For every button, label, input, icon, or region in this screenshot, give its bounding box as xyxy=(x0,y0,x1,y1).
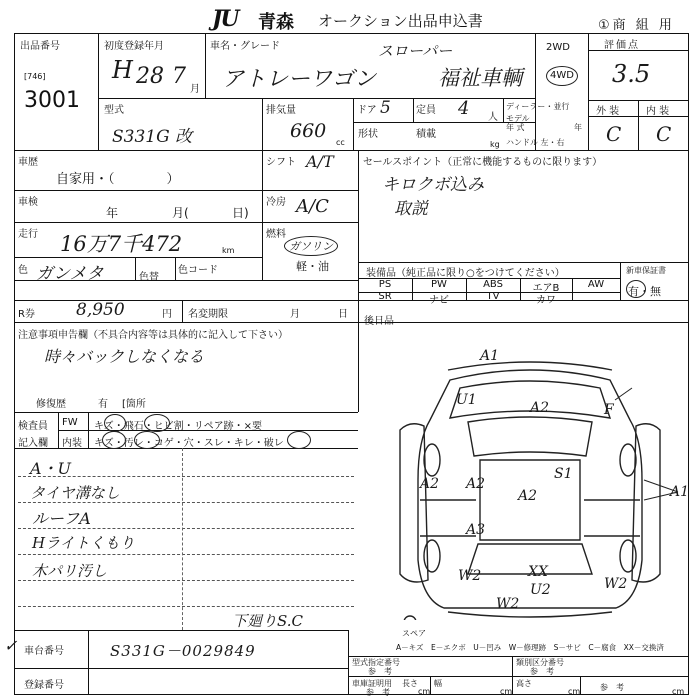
interior-label: 内 装 xyxy=(646,106,670,117)
warranty-options: 有・無 xyxy=(628,285,661,298)
recycle-label: R券 xyxy=(18,309,35,320)
capacity-value: 4 xyxy=(458,98,470,119)
color-code-label: 色コード xyxy=(178,265,218,276)
color-value: ガンメタ xyxy=(36,264,104,284)
fw-circle-1 xyxy=(104,414,126,432)
aircon-label: 冷房 xyxy=(266,197,286,208)
shape-label: 形状 xyxy=(358,129,378,140)
handle-label: ハンドル 左・右 xyxy=(506,138,565,147)
selling-points-label: セールスポイント（正常に機能するものに限ります） xyxy=(363,157,603,168)
inspector-label: 検査員 xyxy=(18,421,48,432)
repair-history-value: 有 xyxy=(98,399,108,410)
color-label: 色 xyxy=(18,265,28,276)
fuel-label: 燃料 xyxy=(266,229,286,240)
inspection-year: 年 xyxy=(106,206,119,220)
note-line-5: 木パリ汚し xyxy=(32,562,108,580)
equip-airbag: エアB xyxy=(532,283,560,294)
damage-mark-a2-hood: A2 xyxy=(530,400,550,416)
model-label: 型式 xyxy=(104,105,124,116)
equip-abs: ABS xyxy=(483,279,503,290)
color-change-label: 色替 xyxy=(139,272,159,283)
mileage-label: 走行 xyxy=(18,229,38,240)
footer-class-ref: 参 考 xyxy=(530,667,554,676)
equip-sr: SR xyxy=(378,291,392,302)
equip-aw: AW xyxy=(587,279,605,290)
evaluation-label: 評価点 xyxy=(604,40,640,51)
fw-items: キズ・飛石・ヒビ割・リペア跡・×要 xyxy=(94,421,262,432)
damage-mark-f: F xyxy=(604,402,614,418)
fuel-gasoline-circled: ガソリン xyxy=(284,236,338,256)
footer-class-number: 類別区分番号 xyxy=(516,658,564,667)
footer-height-unit: cm xyxy=(568,687,581,696)
cargo-unit: kg xyxy=(490,140,500,149)
footer-ref-unit: cm xyxy=(672,687,685,696)
int-circle-2 xyxy=(134,431,160,449)
selling-point-2: 取説 xyxy=(394,199,428,219)
damage-legend: A－キズ E－エクボ U－凹み W－修理跡 S－サビ C－腐食 XX－交換済 xyxy=(396,643,664,652)
equip-navi: ナビ xyxy=(429,295,449,306)
checkmark: ✓ xyxy=(4,636,18,655)
damage-mark-a3: A3 xyxy=(466,522,486,538)
form-title: オークション出品申込書 xyxy=(318,12,483,30)
damage-mark-u2: U2 xyxy=(530,582,551,598)
recycle-value: 8,950 xyxy=(76,300,125,320)
footer-ref: 参 考 xyxy=(600,683,624,692)
damage-mark-a1-right: A1 xyxy=(670,484,690,500)
inspection-month: 月( xyxy=(172,206,189,220)
equip-pw: PW xyxy=(431,279,447,290)
registration-label: 登録番号 xyxy=(24,680,64,691)
int-circle-1 xyxy=(102,431,126,449)
lot-number: 3001 xyxy=(24,88,80,113)
displacement-value: 660 xyxy=(290,120,327,142)
equipment-label: 装備品（純正品に限り○をつけてください） xyxy=(366,268,565,279)
note-line-3: ルーフA xyxy=(32,509,91,528)
chassis-label: 車台番号 xyxy=(24,646,64,657)
inspection-day: 日) xyxy=(232,206,249,220)
history-label: 車歴 xyxy=(18,157,38,168)
name-change-label: 名変期限 xyxy=(188,309,228,320)
displacement-unit: cc xyxy=(336,138,345,147)
first-reg-label: 初度登録年月 xyxy=(104,41,164,52)
interior-items-label: 内装 xyxy=(62,438,82,449)
equip-leather: カワ xyxy=(536,295,556,306)
model-value: S331G 改 xyxy=(112,127,193,147)
model-year-label: モデル 年 式 xyxy=(506,114,530,132)
damage-mark-s1: S1 xyxy=(554,466,573,482)
name-change-day: 日 xyxy=(338,309,348,320)
footer-type-designation: 型式指定番号 xyxy=(352,658,400,667)
lot-label: 出品番号 xyxy=(20,41,60,52)
cargo-label: 積載 xyxy=(416,129,436,140)
note-line-1: A・U xyxy=(30,459,72,478)
shift-value: A/T xyxy=(306,152,334,171)
form-category: ①商 組 用 xyxy=(598,18,675,33)
spare-label: スペア xyxy=(402,629,426,638)
lot-sub-code: [746] xyxy=(24,72,46,81)
warranty-circle xyxy=(626,280,646,298)
inspection-label: 車検 xyxy=(18,197,38,208)
warranty-label: 新車保証書 xyxy=(626,266,666,275)
footer-length-ref: 参 考 xyxy=(366,688,390,697)
int-circle-3 xyxy=(287,431,311,449)
footer-garage-cert: 車庫証明用 xyxy=(352,679,392,688)
first-reg-month: 7 xyxy=(172,64,186,89)
notes-value: 時々バックしなくなる xyxy=(44,347,205,366)
repair-spot-label: [箇所 xyxy=(122,399,146,410)
evaluation-score: 3.5 xyxy=(612,60,651,88)
footer-width: 幅 xyxy=(434,679,442,688)
shift-label: シフト xyxy=(266,157,296,168)
note-line-4: Hライトくもり xyxy=(32,534,135,552)
fuel-light-oil: 軽・油 xyxy=(296,260,329,273)
footer-length: 長さ xyxy=(402,679,418,688)
footer-length-unit: cm xyxy=(418,687,431,696)
selling-point-1: キロクボ込み xyxy=(382,175,484,195)
note-line-2: タイヤ溝なし xyxy=(30,484,120,502)
dealer-label: ディーラー・並行 xyxy=(506,102,570,111)
first-reg-era: H xyxy=(112,56,133,84)
fw-label: FW xyxy=(62,417,78,428)
interior-items: キズ・汚レ・コゲ・穴・スレ・キレ・破レ xyxy=(94,438,284,449)
displacement-label: 排気量 xyxy=(266,105,296,116)
damage-mark-xx: XX xyxy=(528,564,548,580)
damage-mark-w2-rear: W2 xyxy=(496,596,520,612)
car-model-name: アトレーワゴン xyxy=(222,67,377,92)
damage-mark-w2-left: W2 xyxy=(458,568,482,584)
notes-label: 注意事項申告欄（不具合内容等は具体的に記入して下さい） xyxy=(18,330,288,341)
history-value: 自家用・（ ） xyxy=(56,172,180,187)
footer-type-ref: 参 考 xyxy=(368,667,392,676)
capacity-label: 定員 xyxy=(416,105,436,116)
footer-height: 高さ xyxy=(516,679,532,688)
chassis-value: S331G－0029849 xyxy=(110,642,256,660)
drive-4wd-circled: 4WD xyxy=(546,66,578,86)
damage-mark-a1-front: A1 xyxy=(480,348,500,364)
doors-value: 5 xyxy=(380,98,391,118)
damage-mark-a2-roof: A2 xyxy=(466,476,486,492)
mileage-value: 16万7千472 xyxy=(60,232,183,256)
exterior-label: 外 装 xyxy=(596,106,620,117)
model-year-unit: 年 xyxy=(574,123,582,132)
doors-label: ドア xyxy=(357,105,377,116)
repair-history-label: 修復歴 xyxy=(36,399,66,410)
damage-mark-a2-left: A2 xyxy=(420,476,440,492)
extra-note: 下廻りS.C xyxy=(232,612,303,630)
equip-ps: PS xyxy=(378,279,392,290)
later-items-label: 後日品 xyxy=(364,316,394,327)
capacity-unit: 人 xyxy=(488,112,498,123)
name-change-month: 月 xyxy=(290,309,300,320)
footer-width-unit: cm xyxy=(500,687,513,696)
region-name: 青森 xyxy=(258,12,294,33)
damage-mark-w2-right: W2 xyxy=(604,576,628,592)
exterior-grade: C xyxy=(606,122,622,146)
aircon-value: A/C xyxy=(296,196,329,217)
first-reg-month-unit: 月 xyxy=(190,84,200,95)
inspector-entry-label: 記入欄 xyxy=(18,438,48,449)
drive-2wd: 2WD xyxy=(546,42,570,53)
fw-circle-2 xyxy=(144,414,170,432)
interior-grade: C xyxy=(656,122,672,146)
auction-logo: JU xyxy=(212,6,238,32)
damage-mark-u1: U1 xyxy=(456,392,477,408)
damage-mark-a2-center: A2 xyxy=(518,488,538,504)
mileage-unit: km xyxy=(222,246,235,255)
recycle-unit: 円 xyxy=(162,309,172,320)
car-grade: スローパー xyxy=(378,42,453,60)
car-name-label: 車名・グレード xyxy=(210,41,280,52)
first-reg-year: 28 xyxy=(136,64,164,89)
car-type: 福祉車輌 xyxy=(438,66,522,90)
equip-tv: TV xyxy=(486,291,500,302)
